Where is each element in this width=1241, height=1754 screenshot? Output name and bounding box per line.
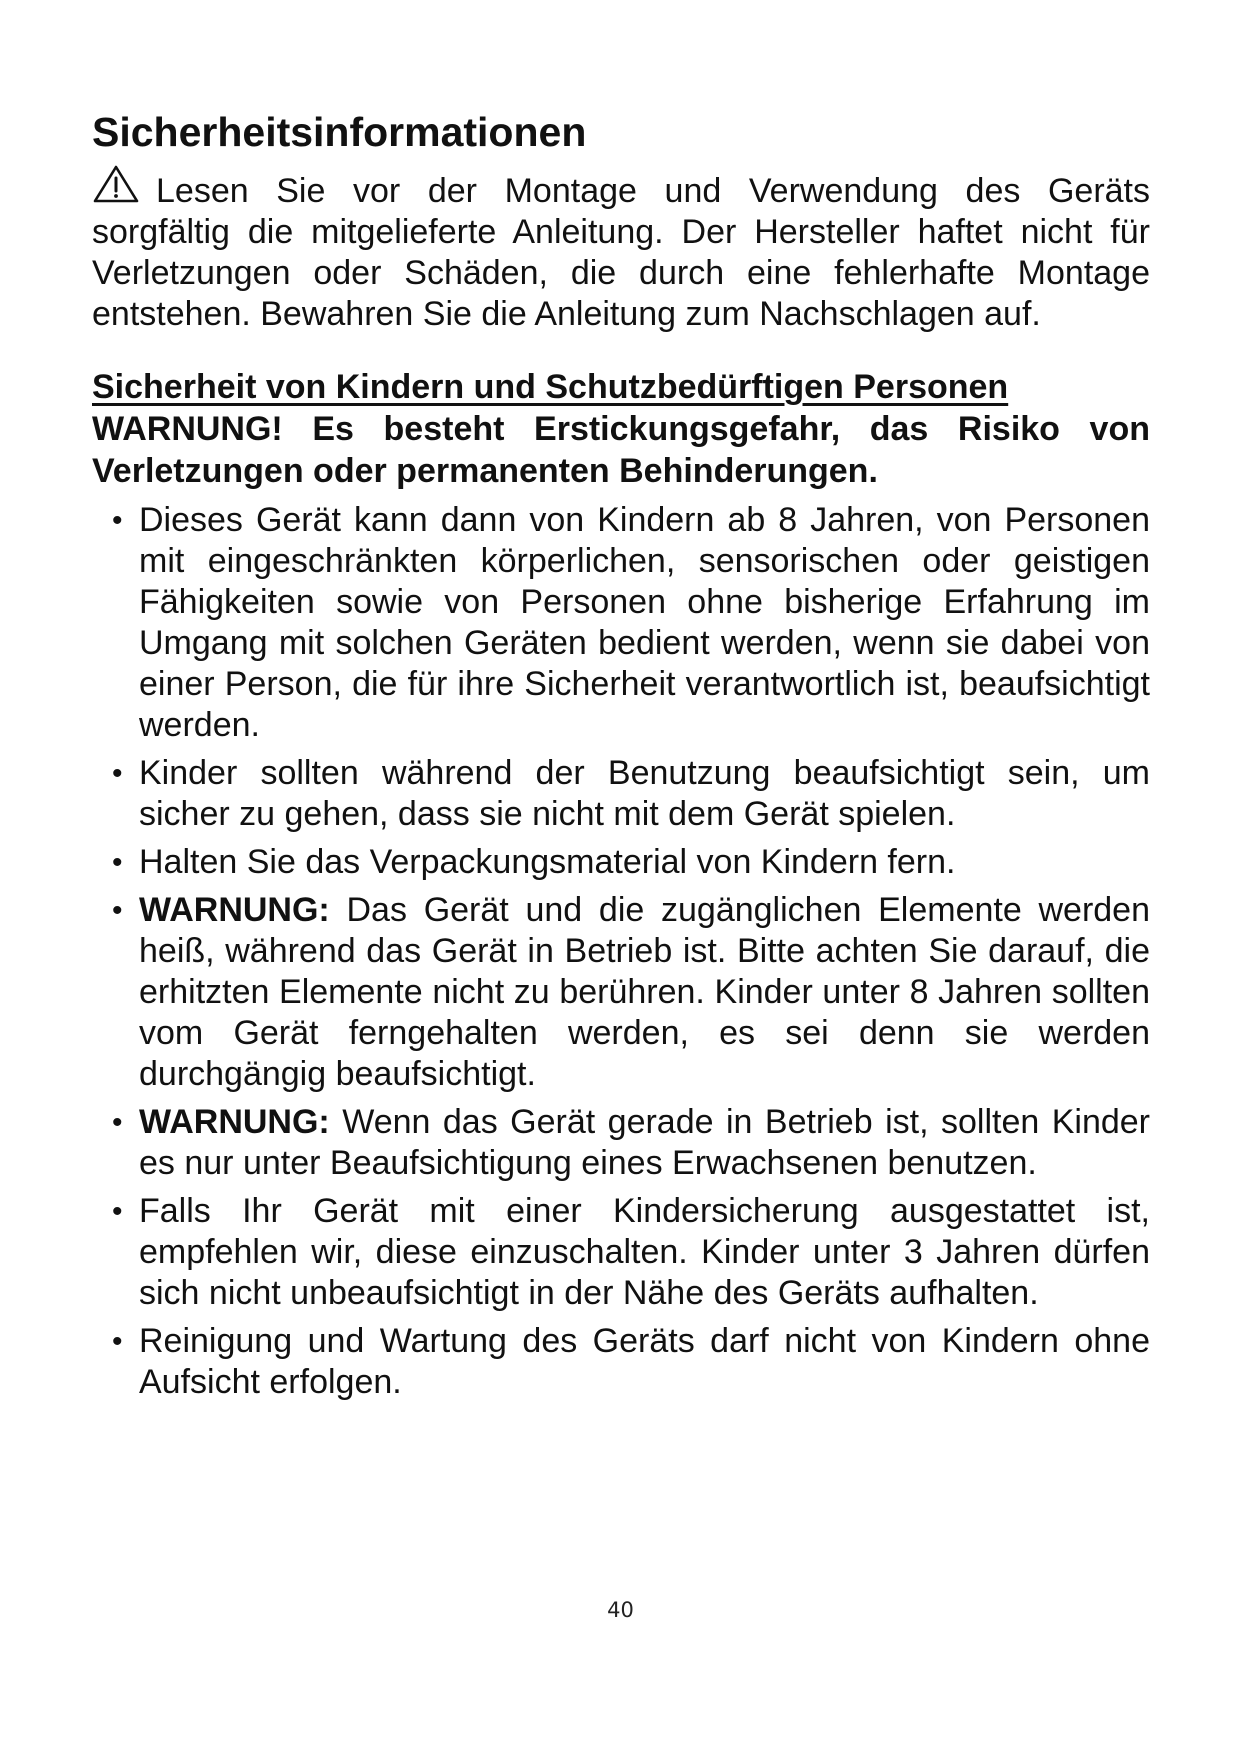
list-item	[92, 890, 1150, 1095]
bullet-text: Wenn das Gerät gerade in Betrieb ist, sollten Kinder es nur unter Beaufsichtigung eines Erwachsenen benutzen.	[139, 1103, 1150, 1182]
bullet-icon: •	[112, 1106, 123, 1139]
bullet-text: Kinder sollten während der Benutzung beaufsichtigt sein, um sicher zu gehen, dass sie nicht mit dem Gerät spielen.	[139, 754, 1150, 833]
page-number: 40	[607, 1598, 634, 1622]
section-warning: WARNUNG! Es besteht Erstickungsgefahr, das Risiko von Verletzungen oder permanenten Behinderungen.	[92, 410, 1150, 490]
bullet-text: Falls Ihr Gerät mit einer Kindersicherung ausgestattet ist, empfehlen wir, diese einzuschalten. Kinder unter 3 Jahren dürfen sich nicht unbeaufsichtigt in der Nähe des Geräts aufhalten.	[139, 1192, 1150, 1312]
list-item	[92, 1191, 1150, 1314]
list-item	[92, 753, 1150, 835]
bullet-icon: •	[112, 846, 123, 879]
bullet-text: Das Gerät und die zugänglichen Elemente werden heiß, während das Gerät in Betrieb ist. Bitte achten Sie darauf, die erhitzten Elemente nicht zu berühren. Kinder unter 8 Jahren sollten vom Gerät ferngehalten werden, es sei denn sie werden durchgängig beaufsichtigt.	[139, 891, 1150, 1093]
bullet-prefix: WARNUNG:	[139, 1103, 330, 1141]
bullet-text: Reinigung und Wartung des Geräts darf nicht von Kindern ohne Aufsicht erfolgen.	[139, 1322, 1150, 1401]
bullet-text: Halten Sie das Verpackungsmaterial von Kindern fern.	[139, 843, 956, 881]
page-content	[92, 106, 1150, 1410]
bullet-icon: •	[112, 757, 123, 790]
bullet-icon: •	[112, 1195, 123, 1228]
intro-text: Lesen Sie vor der Montage und Verwendung des Geräts sorgfältig die mitgelieferte Anleitung. Der Hersteller haftet nicht für Verletzungen oder Schäden, die durch eine fehlerhafte Montage entstehen. Bewahren Sie die Anleitung zum Nachschlagen auf.	[92, 172, 1150, 333]
list-item	[92, 500, 1150, 746]
bullet-icon: •	[112, 1325, 123, 1358]
bullet-text: Dieses Gerät kann dann von Kindern ab 8 Jahren, von Personen mit eingeschränkten körperlichen, sensorischen oder geistigen Fähigkeiten sowie von Personen ohne bisherige Erfahrung im Umgang mit solchen Geräten bedient werden, wenn sie dabei von einer Person, die für ihre Sicherheit verantwortlich ist, beaufsichtigt werden.	[139, 501, 1150, 744]
intro-paragraph	[92, 164, 1150, 335]
page-title: Sicherheitsinformationen	[92, 109, 587, 155]
list-item	[92, 842, 1150, 883]
bullet-prefix: WARNUNG:	[139, 891, 330, 929]
list-item	[92, 1102, 1150, 1184]
safety-bullet-list	[92, 500, 1150, 1403]
bullet-icon: •	[112, 894, 123, 927]
section-heading: Sicherheit von Kindern und Schutzbedürftigen Personen	[92, 368, 1009, 406]
warning-triangle-icon	[92, 164, 140, 204]
list-item	[92, 1321, 1150, 1403]
bullet-icon: •	[112, 504, 123, 537]
